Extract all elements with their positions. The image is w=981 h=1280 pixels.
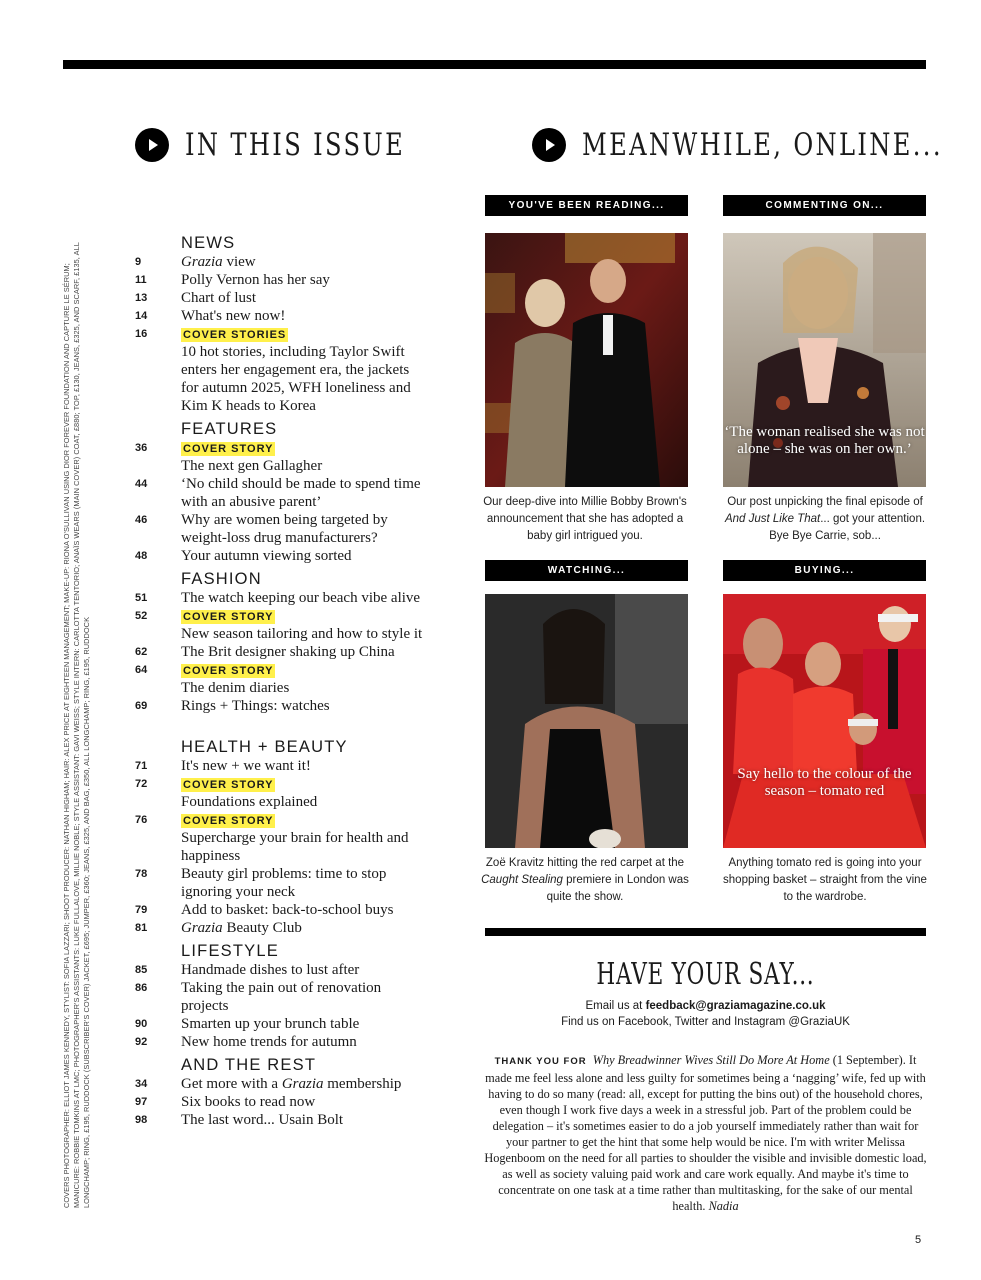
contents-entry[interactable]: [135, 775, 425, 811]
contents-entry[interactable]: [135, 547, 425, 565]
contents-entry[interactable]: [135, 271, 425, 289]
caption-commenting-pre: Our post unpicking the final episode of: [727, 496, 923, 508]
page-ref: 78: [135, 868, 148, 880]
entry-text: [181, 307, 425, 325]
cover-story-tag: COVER STORIES: [183, 329, 287, 341]
news-entries: [135, 253, 425, 415]
photo-tomato-red[interactable]: [723, 594, 926, 848]
label-commenting: COMMENTING ON...: [723, 195, 926, 216]
lifestyle-entries: [135, 961, 425, 1051]
label-buying: BUYING...: [723, 560, 926, 581]
entry-title: The last word... Usain Bolt: [181, 1112, 344, 1128]
entry-text: [181, 811, 425, 865]
contents-entry[interactable]: [135, 289, 425, 307]
entry-text: [181, 901, 425, 919]
page-ref: 64: [135, 664, 148, 676]
social-line: Find us on Facebook, Twitter and Instagram @GraziaUK: [561, 1016, 850, 1028]
category-fashion: FASHION: [181, 570, 262, 588]
entry-text-brand: Grazia: [281, 1076, 324, 1092]
page-ref: 62: [135, 646, 148, 658]
entry-text: [181, 439, 425, 475]
page-ref: 13: [135, 292, 148, 304]
entry-text: [181, 697, 425, 715]
entry-text: [181, 589, 425, 607]
entry-text: [181, 289, 425, 307]
entry-text: [181, 775, 425, 811]
divider-rule: [485, 928, 926, 936]
have-your-say-title-text: HAVE YOUR SAY...: [596, 957, 815, 992]
photo-credits: COVERS PHOTOGRAPHER: ELLIOT JAMES KENNEDY, STYLIST: SOFIA LAZZARI; SHOOT PRODUCER: NATHAN HIGHAM; HAIR: ALEX PRICE AT EIGHTEEN MANAGEMENT; MAKE-UP: RIONA O'SULLIVAN USING DIOR FOREVER FOUNDATION AND CAPTURE LE SÉRUM; MANICURE: ROBBIE TOMKINS AT LMC; PHOTOGRAPHER'S ASSISTANTS: LUKE FULLALOVE, MILLIE NOBLE; STYLE ASSISTANT: GAVI WEISS; STYLE INTERN: CARLOTTA TENTORIO; ANAÏS WEARS (MAIN COVER) COAT, £880; TOP, £130, JEANS, £325, AND SCARF, £135, ALL LONGCHAMP; RING, £195, RUDDOCK (SUBSCRIBER'S COVER) JACKET, £695; JUMPER, £360; JEANS, £325, AND BAG, £350, ALL LONGCHAMP; RING, £195, RUDDOCK: [62, 242, 91, 1208]
entry-title: ‘No child should be made to spend time with an abusive parent’: [181, 476, 421, 510]
page-ref: 81: [135, 922, 148, 934]
entry-text-post: view: [222, 254, 256, 270]
entry-text: [181, 979, 425, 1015]
meanwhile-online-header: [532, 128, 981, 162]
entry-text: [181, 547, 425, 565]
page-ref: 79: [135, 904, 148, 916]
entry-text: [181, 1111, 425, 1129]
caption-buying: Anything tomato red is going into your shopping basket – straight from the vine to the wardrobe.: [723, 857, 927, 903]
entry-title: The Brit designer shaking up China: [181, 644, 395, 660]
contents-entry[interactable]: [135, 511, 425, 547]
page-ref: 46: [135, 514, 148, 526]
entry-title: It's new + we want it!: [181, 758, 311, 774]
page-ref: 14: [135, 310, 148, 322]
cover-story-tag: COVER STORY: [183, 779, 274, 791]
entry-text: [181, 253, 425, 271]
entry-title: Your autumn viewing sorted: [181, 548, 352, 564]
entry-title: Chart of lust: [181, 290, 256, 306]
entry-title: Foundations explained: [181, 794, 318, 810]
category-lifestyle: LIFESTYLE: [181, 942, 279, 960]
entry-text: [181, 1015, 425, 1033]
category-features: FEATURES: [181, 420, 278, 438]
page-ref: 71: [135, 760, 148, 772]
reader-letter: [481, 1052, 930, 1214]
contents-entry[interactable]: [135, 961, 425, 979]
contents-entry[interactable]: [135, 757, 425, 775]
entry-text: [181, 325, 425, 415]
page-ref: 44: [135, 478, 148, 490]
category-health-beauty: HEALTH + BEAUTY: [181, 738, 348, 756]
entry-title: Handmade dishes to lust after: [181, 962, 360, 978]
photo-sarah-jessica-parker[interactable]: [723, 233, 926, 487]
entry-title: Six books to read now: [181, 1094, 316, 1110]
entry-title: Smarten up your brunch table: [181, 1016, 360, 1032]
entry-text: [181, 919, 425, 937]
entry-text-brand: Grazia: [181, 254, 223, 270]
label-watching: WATCHING...: [485, 560, 688, 581]
contents-entry[interactable]: [135, 661, 425, 697]
contents-entry[interactable]: [135, 253, 425, 271]
entry-title: Rings + Things: watches: [181, 698, 330, 714]
entry-title: Add to basket: back-to-school buys: [181, 902, 394, 918]
contents-list: [135, 232, 425, 1129]
have-your-say-title: [485, 958, 926, 992]
entry-text: [181, 607, 425, 643]
page-ref: 11: [135, 274, 147, 286]
category-news: NEWS: [181, 234, 236, 252]
caption-watching-post: premiere in London was quite the show.: [546, 874, 689, 903]
contents-entry[interactable]: [135, 1015, 425, 1033]
contents-entry[interactable]: [135, 697, 425, 715]
entry-text-pre: Get more with a: [181, 1076, 282, 1092]
cover-story-tag: COVER STORY: [183, 443, 274, 455]
caption-watching-title: Caught Stealing: [481, 874, 563, 886]
page-ref: 76: [135, 814, 148, 826]
page-ref: 48: [135, 550, 148, 562]
health-beauty-entries: [135, 757, 425, 937]
entry-text: [181, 511, 425, 547]
entry-title: New season tailoring and how to style it: [181, 626, 423, 642]
play-icon: [135, 128, 169, 162]
entry-text-brand: Grazia: [181, 920, 223, 936]
contents-entry[interactable]: [135, 1093, 425, 1111]
in-this-issue-title: IN THIS ISSUE: [185, 126, 406, 163]
in-this-issue-header: [135, 128, 467, 162]
caption-watching-pre: Zoë Kravitz hitting the red carpet at the: [485, 857, 685, 869]
entry-title: Beauty girl problems: time to stop ignoring your neck: [181, 866, 387, 900]
entry-text: [181, 1075, 425, 1093]
contents-entry[interactable]: [135, 1111, 425, 1129]
contents-entry[interactable]: [135, 607, 425, 643]
page-ref: 69: [135, 700, 148, 712]
top-rule: [63, 60, 926, 69]
quote-commenting: ‘The woman realised she was not alone – she was on her own.’: [724, 424, 925, 457]
email-line: [485, 999, 926, 1014]
page-ref: 36: [135, 442, 148, 454]
entry-title: Supercharge your brain for health and happiness: [181, 830, 409, 864]
caption-reading: Our deep-dive into Millie Bobby Brown's announcement that she has adopted a baby girl intrigued you.: [483, 496, 687, 542]
entry-title: The denim diaries: [181, 680, 290, 696]
photo-zoe-kravitz[interactable]: [485, 594, 688, 848]
contents-entry[interactable]: [135, 439, 425, 475]
caption-commenting-post: ... got your attention. Bye Bye Carrie, sob...: [769, 513, 926, 542]
entry-text: [181, 643, 425, 661]
entry-title: What's new now!: [181, 308, 286, 324]
entry-text: [181, 661, 425, 697]
page-ref: 97: [135, 1096, 148, 1108]
contents-entry[interactable]: [135, 1075, 425, 1093]
email-address[interactable]: feedback@graziamagazine.co.uk: [645, 1000, 826, 1012]
entry-text: [181, 757, 425, 775]
cover-story-tag: COVER STORY: [183, 665, 274, 677]
entry-title: Why are women being targeted by weight-loss drug manufacturers?: [181, 512, 388, 546]
entry-title: The watch keeping our beach vibe alive: [181, 590, 421, 606]
photo-millie-bobby-brown-art: [485, 233, 688, 487]
page-ref: 72: [135, 778, 148, 790]
entry-text: [181, 475, 425, 511]
page-ref: 86: [135, 982, 148, 994]
cover-story-tag: COVER STORY: [183, 815, 274, 827]
contents-entry[interactable]: [135, 1033, 425, 1051]
page-ref: 51: [135, 592, 148, 604]
photo-millie-bobby-brown[interactable]: [485, 233, 688, 487]
entry-text: [181, 271, 425, 289]
entry-text: [181, 961, 425, 979]
entry-text-post: Beauty Club: [222, 920, 302, 936]
fashion-entries: [135, 589, 425, 715]
caption-watching: [480, 855, 690, 906]
caption-commenting: [720, 494, 930, 545]
entry-title: New home trends for autumn: [181, 1034, 357, 1050]
features-entries: [135, 439, 425, 565]
page-ref: 9: [135, 256, 142, 268]
entry-text: [181, 1033, 425, 1051]
label-reading: YOU'VE BEEN READING...: [485, 195, 688, 216]
play-icon: [532, 128, 566, 162]
contents-entry[interactable]: [135, 919, 425, 937]
entry-text: [181, 1093, 425, 1111]
quote-buying: Say hello to the colour of the season – tomato red: [737, 766, 912, 799]
page-ref: 34: [135, 1078, 148, 1090]
page-ref: 16: [135, 328, 148, 340]
letter-body: (1 September). It made me feel less alone and less guilty for sometimes being a ‘nagging’ wife, fed up with having to do so many (read: all, except for putting the bins out) of the household chores, even though I work five days a week in a stressful job. Part of the problem could be delegation – it's sometimes easier to do a job yourself immediately rather than wait for your partner to get the hint that some help would be nice. I'm with writer Melissa Hogenboom on the need for all parties to shoulder the visible and invisible domestic load, as well as society valuing paid work and care work equally. And maybe it's time to concentrate on one task at a time rather than multitasking, for the sake of our mental health.: [484, 1053, 927, 1213]
contents-entry[interactable]: [135, 475, 425, 511]
letter-signature: Nadia: [708, 1199, 739, 1213]
category-and-the-rest: AND THE REST: [181, 1056, 317, 1074]
contents-entry[interactable]: [135, 307, 425, 325]
contents-entry[interactable]: [135, 589, 425, 607]
contents-entry[interactable]: [135, 901, 425, 919]
page-ref: 52: [135, 610, 148, 622]
email-line-pre: Email us at: [585, 1000, 646, 1012]
entry-title: The next gen Gallagher: [181, 458, 323, 474]
entry-text-post: membership: [323, 1076, 402, 1092]
entry-title: Polly Vernon has her say: [181, 272, 330, 288]
page-ref: 98: [135, 1114, 148, 1126]
thank-you-label: THANK YOU FOR: [494, 1056, 587, 1067]
entry-text: [181, 865, 425, 901]
entry-title: Taking the pain out of renovation projects: [181, 980, 382, 1014]
contents-entry[interactable]: [135, 811, 425, 865]
caption-commenting-title: And Just Like That: [724, 513, 821, 525]
cover-story-tag: COVER STORY: [183, 611, 274, 623]
contents-entry[interactable]: [135, 643, 425, 661]
contents-entry[interactable]: [135, 325, 425, 415]
photo-zoe-kravitz-art: [485, 594, 688, 848]
contents-entry[interactable]: [135, 865, 425, 901]
contents-entry[interactable]: [135, 979, 425, 1015]
photo-tomato-red-art: [723, 594, 926, 848]
letter-article-title: Why Breadwinner Wives Still Do More At Home: [592, 1053, 830, 1067]
page-ref: 85: [135, 964, 148, 976]
page-ref: 90: [135, 1018, 148, 1030]
meanwhile-online-title: MEANWHILE, ONLINE...: [582, 126, 943, 163]
entry-title: 10 hot stories, including Taylor Swift enters her engagement era, the jackets for autumn 2025, WFH loneliness and Kim K heads to Korea: [181, 344, 411, 414]
page-number: 5: [915, 1234, 922, 1246]
and-the-rest-entries: [135, 1075, 425, 1129]
page-ref: 92: [135, 1036, 148, 1048]
